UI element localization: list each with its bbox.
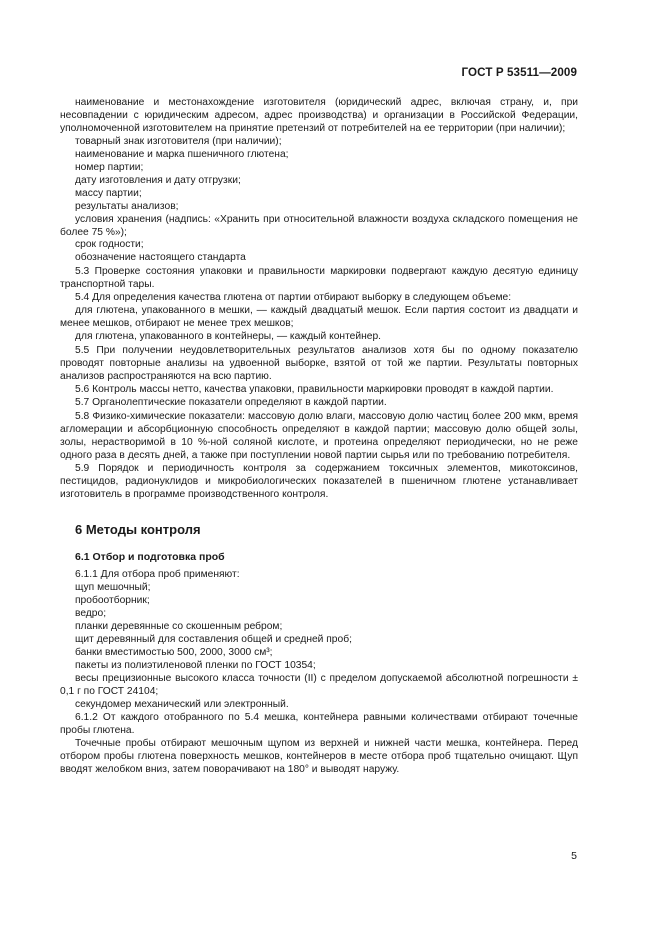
paragraph: 5.3 Проверке состояния упаковки и правильности маркировки подвергают каждую десятую единицу транспортной тары.: [60, 265, 578, 290]
subsection-heading: 6.1 Отбор и подготовка проб: [75, 551, 225, 564]
paragraph: для глютена, упакованного в мешки, — каждый двадцатый мешок. Если партия состоит из двадцати и менее мешков, отбирают не менее трех мешков;: [60, 305, 578, 330]
paragraph: для глютена, упакованного в контейнеры, — каждый контейнер.: [75, 331, 381, 343]
paragraph: 5.7 Органолептические показатели определяют в каждой партии.: [75, 397, 387, 409]
paragraph: щуп мешочный;: [75, 582, 151, 593]
paragraph: 5.6 Контроль массы нетто, качества упаковки, правильности маркировки проводят в каждой партии.: [75, 383, 554, 395]
paragraph: результаты анализов;: [75, 200, 179, 212]
paragraph: весы прецизионные высокого класса точности (II) с пределом допускаемой абсолютной погрешности ± 0,1 г по ГОСТ 24104;: [60, 672, 578, 697]
paragraph: 5.8 Физико-химические показатели: массовую долю влаги, массовую долю частиц более 200 мкм, время агломерации и абсорбционную способность определяют в каждой партии; массовую долю общей золы, золы, нерастворимой в 10 %-ной соляной кислоте, и протеина определяют периодически, но не реже одного раза в десять дней, а также при поступлении новой партии сырья или по требованию потребителя.: [60, 410, 578, 461]
paragraph: 5.4 Для определения качества глютена от партии отбирают выборку в следующем объеме:: [75, 292, 512, 304]
top-paragraphs: [60, 97, 578, 502]
paragraph: Точечные пробы отбирают мешочным щупом из верхней и нижней части мешка, контейнера. Перед отбором пробы глютена поверхность мешков, контейнеров в месте отбора проб тщательно очищают. Щуп вводят желобком вниз, затем поворачивают на 180° и выводят наружу.: [60, 738, 578, 776]
paragraph: дату изготовления и дату отгрузки;: [75, 174, 241, 186]
paragraph: 5.5 При получении неудовлетворительных результатов анализов хотя бы по одному показателю проводят повторные анализы на удвоенной выборке, взятой от той же партии. Результаты повторных анализов распространяются на всю партию.: [60, 344, 578, 382]
paragraph: массу партии;: [75, 187, 142, 199]
paragraph: 5.9 Порядок и периодичность контроля за содержанием токсичных элементов, микотоксинов, пестицидов, радионуклидов и микробиологических показателей в пшеничном глютене устанавливает изготовитель в программе производственного контроля.: [60, 463, 578, 501]
paragraph: условия хранения (надпись: «Хранить при относительной влажности воздуха складского помещения не более 75 %»);: [60, 213, 578, 238]
paragraph: банки вместимостью 500, 2000, 3000 см³;: [75, 646, 273, 658]
paragraph: планки деревянные со скошенным ребром;: [75, 620, 283, 632]
paragraph: пакеты из полиэтиленовой пленки по ГОСТ 10354;: [75, 659, 316, 671]
bottom-paragraphs: [60, 569, 578, 777]
paragraph: ведро;: [75, 607, 107, 619]
paragraph: 6.1.2 От каждого отобранного по 5.4 мешка, контейнера равными количествами отбирают точечные пробы глютена.: [60, 712, 578, 736]
page-number: 5: [571, 850, 577, 862]
paragraph: номер партии;: [75, 161, 144, 173]
paragraph: щит деревянный для составления общей и средней проб;: [75, 633, 352, 645]
document-body: [60, 97, 578, 777]
paragraph: обозначение настоящего стандарта: [75, 252, 246, 264]
paragraph: наименование и местонахождение изготовителя (юридический адрес, включая страну, и, при несовпадении с юридическим адресом, адрес производства) и организации в Российской Федерации, уполномоченной изготовителем на принятие претензий от потребителей на ее территории (при наличии);: [60, 97, 578, 134]
paragraph: пробоотборник;: [75, 594, 150, 606]
document-code-header: ГОСТ Р 53511—2009: [461, 66, 577, 79]
paragraph: 6.1.1 Для отбора проб применяют:: [75, 569, 240, 581]
paragraph: секундомер механический или электронный.: [75, 698, 289, 710]
section-heading: 6 Методы контроля: [75, 522, 201, 538]
paragraph: наименование и марка пшеничного глютена;: [75, 148, 289, 160]
paragraph: товарный знак изготовителя (при наличии);: [75, 135, 282, 147]
paragraph: срок годности;: [75, 239, 144, 251]
